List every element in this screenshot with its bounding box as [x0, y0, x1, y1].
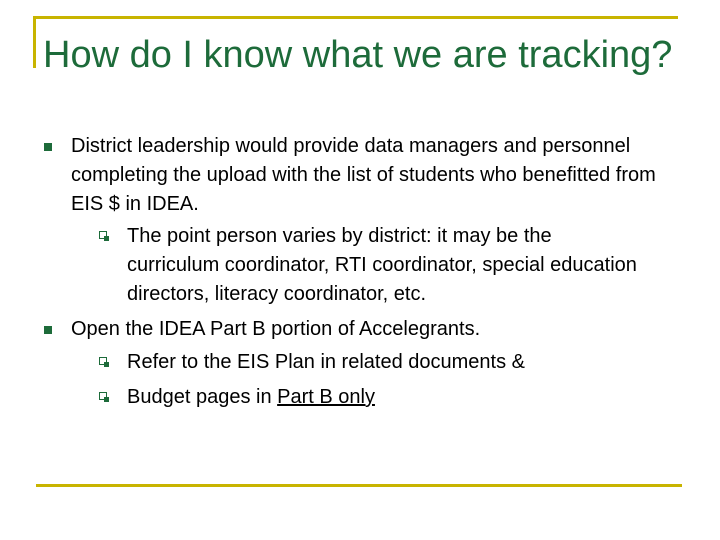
hollow-square-bullet-icon	[99, 392, 107, 400]
square-bullet-icon	[44, 143, 52, 151]
sub-bullet-text: Refer to the EIS Plan in related documents &	[127, 351, 525, 373]
underlined-text: Part B only	[277, 386, 375, 408]
sub-bullet-text: Budget pages in	[127, 386, 278, 408]
slide-title: How do I know what we are tracking?	[43, 34, 673, 76]
sub-bullet-item	[127, 222, 647, 309]
bottom-accent-line	[36, 484, 682, 487]
sub-bullet-item	[127, 383, 647, 412]
sub-bullet-text: The point person varies by district: it may be the curriculum coordinator, RTI coordinator, special education directors, literacy coordinator, etc.	[127, 225, 637, 305]
bullet-text: District leadership would provide data managers and personnel completing the upload with the list of students who benefitted from EIS $ in IDEA.	[71, 135, 656, 215]
bullet-text: Open the IDEA Part B portion of Accelegrants.	[71, 318, 481, 340]
hollow-square-bullet-icon	[99, 231, 107, 239]
hollow-square-bullet-icon	[99, 357, 107, 365]
bullet-item	[71, 315, 691, 344]
top-accent-line	[33, 16, 678, 19]
square-bullet-icon	[44, 326, 52, 334]
bullet-item	[71, 132, 691, 219]
left-accent-line	[33, 16, 36, 68]
sub-bullet-item	[127, 348, 647, 377]
